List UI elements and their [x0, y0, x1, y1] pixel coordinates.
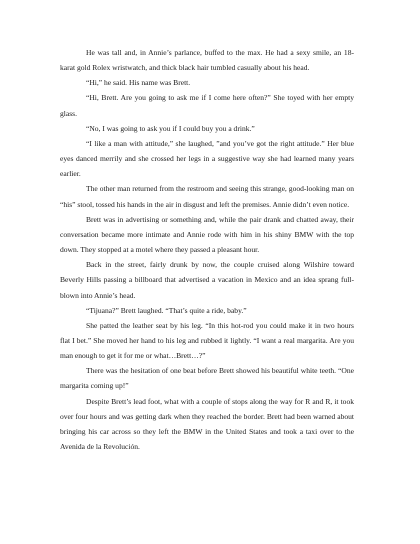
paragraph: Back in the street, fairly drunk by now, the couple cruised along Wilshire toward Beverly Hills passing a billboard that advertised a vacation in Mexico and an idea sprang full-blown into Annie’s head.	[60, 260, 354, 300]
paragraph: Despite Brett’s lead foot, what with a couple of stops along the way for R and R, it took over four hours and was getting dark when they reached the border. Brett had been warned about bringing his car across so they left the BMW in the United States and took a taxi over to the Avenida de la Revolución.	[60, 396, 354, 452]
paragraph: She patted the leather seat by his leg. “In this hot-rod you could make it in two hours flat I bet.” She moved her hand to his leg and rubbed it lightly. “I want a real margarita. Are you man enough to get it for me or what…Brett…?”	[60, 320, 354, 361]
paragraph: “No, I was going to ask you if I could buy you a drink.”	[86, 123, 255, 133]
paragraph: There was the hesitation of one beat before Brett showed his beautiful white teeth. “One margarita coming up!”	[60, 366, 354, 391]
paragraph: He was tall and, in Annie’s parlance, buffed to the max. He had a sexy smile, an 18-karat gold Rolex wristwatch, and thick black hair tumbled casually about his head.	[60, 48, 354, 73]
paragraph: “Tijuana?” Brett laughed. “That’s quite a ride, baby.”	[86, 305, 247, 315]
paragraph: “I like a man with attitude,” she laughed, ”and you’ve got the right attitude.” Her blue eyes danced merrily and she crossed her legs in a suggestive way she had learned many years earlier.	[60, 138, 354, 179]
paragraph: “Hi,” he said. His name was Brett.	[86, 78, 191, 88]
paragraph: Brett was in advertising or something and, while the pair drank and chatted away, their conversation became more intimate and Annie rode with him in his shiny BMW with the top down. They stopped at a motel where they passed a pleasant hour.	[60, 214, 354, 255]
paragraph: The other man returned from the restroom and seeing this strange, good-looking man on “his” stool, tossed his hands in the air in disgust and left the premises. Annie didn’t even notice.	[60, 184, 354, 209]
paragraph: “Hi, Brett. Are you going to ask me if I come here often?” She toyed with her empty glass.	[60, 93, 354, 118]
